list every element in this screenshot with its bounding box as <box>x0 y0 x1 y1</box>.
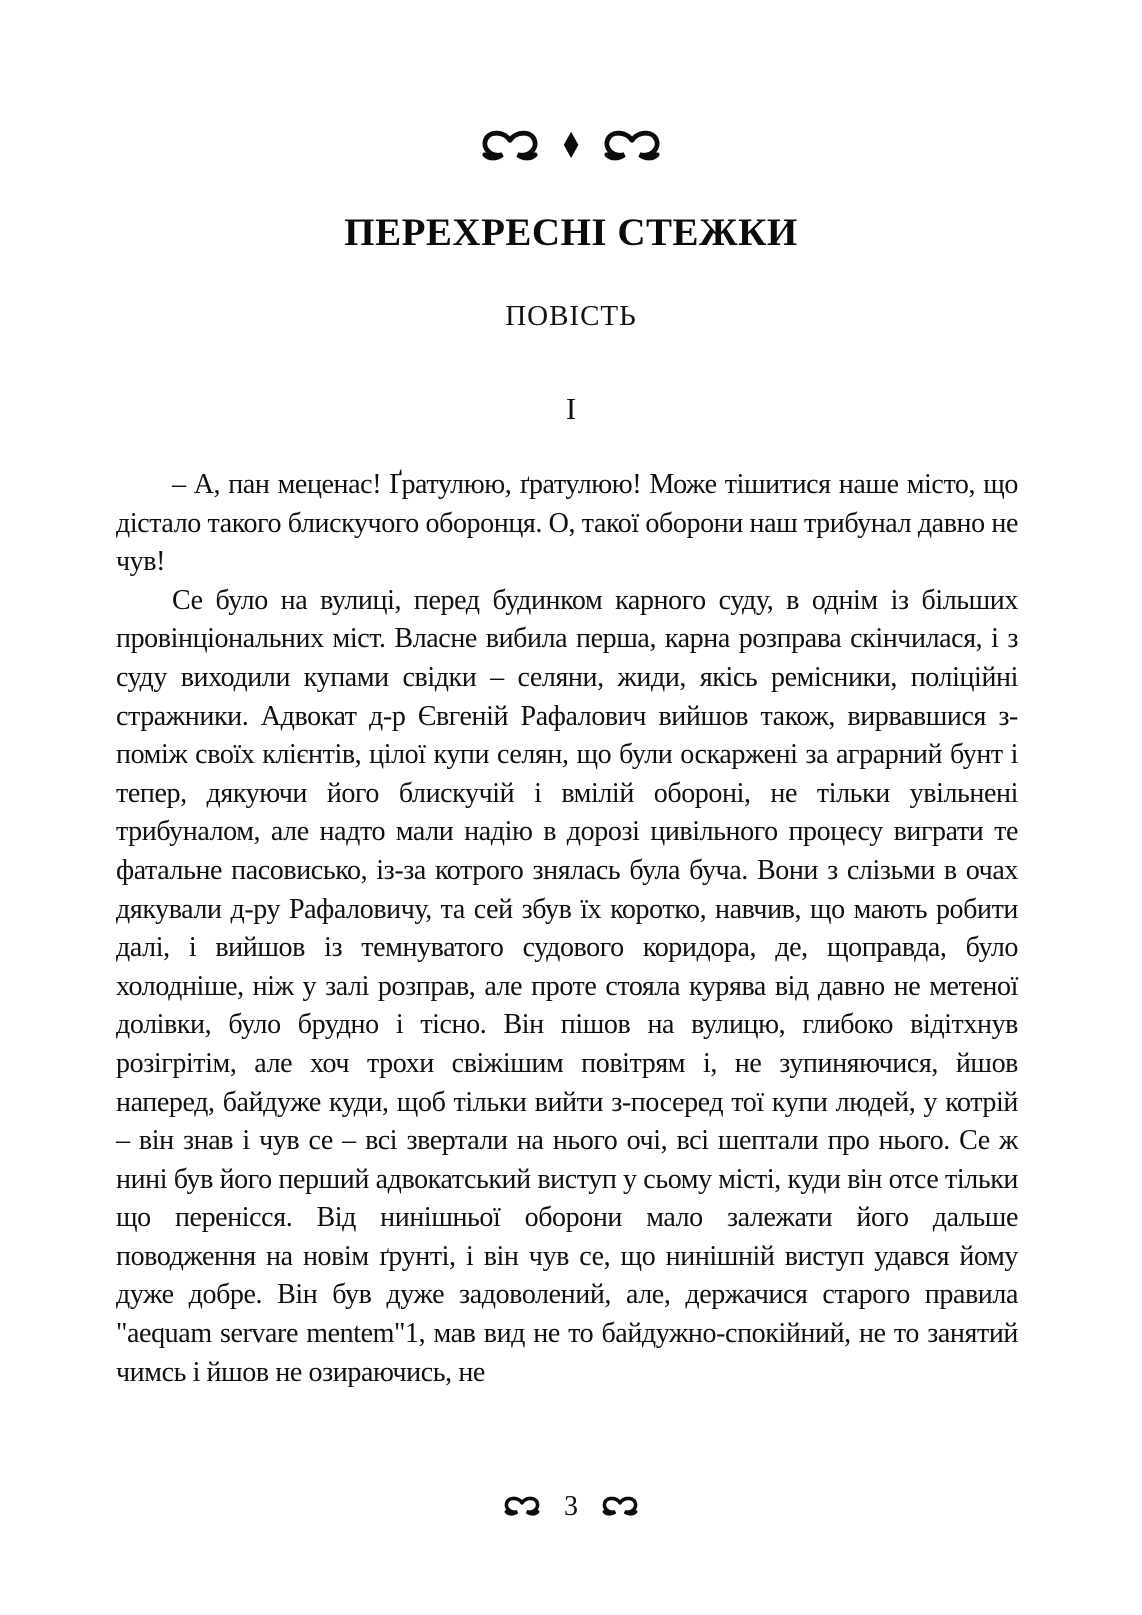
floral-scroll-right-icon <box>603 129 661 165</box>
paragraph-2: Се було на вулиці, перед будинком карного суду, в однім із більших провінціональних міст. Власне вибила перша, карна розправа скінчилася, і з суду виходили купами свідки – селяни, жиди, якісь ремісники, поліційні стражники. Адвокат д-р Євгеній Рафалович вийшов також, вирвавшися з-поміж своїх клієнтів, цілої купи селян, що були оскаржені за аграрний бунт і тепер, дякуючи його блискучій і вмілій обороні, не тільки увільнені трибуналом, але надто мали надію в дорозі цивільного процесу виграти те фатальне пасовисько, із-за котрого знялась була буча. Вони з слізьми в очах дякували д-ру Рафаловичу, та сей збув їх коротко, навчив, що мають робити далі, і вийшов із темнуватого судового коридора, де, щоправда, було холодніше, ніж у залі розправ, але проте стояла курява від давно не метеної долівки, було брудно і тісно. Він пішов на вулицю, глибоко відітхнув розігрітім, але хоч трохи свіжішим повітрям і, не зупиняючися, йшов наперед, байдуже куди, щоб тільки вийти з-посеред тої купи людей, у котрій – він знав і чув се – всі звертали на нього очі, всі шептали про нього. Се ж нині був його перший адвокатський виступ у сьому місті, куди він отсе тільки що перенісся. Від нинішньої оборони мало залежати його дальше поводження на новім ґрунті, і він чув се, що нинішній виступ удався йому дуже добре. Він був дуже задоволений, але, держачися старого правила "aequam servare mentem"1, мав вид не то байдужно-спокійний, не то занятий чимсь і йшов не озираючись, не <box>116 584 1018 1388</box>
header-ornament <box>0 126 1142 168</box>
body-text <box>116 466 1018 1392</box>
diamond-icon: ♦ <box>559 126 583 167</box>
floral-scroll-right-icon <box>602 1496 638 1518</box>
floral-scroll-left-icon <box>481 129 539 165</box>
page-number: 3 <box>564 1491 578 1522</box>
book-title: ПЕРЕХРЕСНІ СТЕЖКИ <box>344 211 798 254</box>
chapter-number: I <box>565 391 577 426</box>
subtitle: ПОВІСТЬ <box>505 300 637 332</box>
floral-scroll-left-icon <box>504 1496 540 1518</box>
page-footer <box>0 1492 1142 1522</box>
paragraph-1: – А, пан меценас! Ґратулюю, ґратулюю! Може тішитися наше місто, що дістало такого блискучого оборонця. О, такої оборони наш трибунал давно не чув! <box>116 469 1018 578</box>
